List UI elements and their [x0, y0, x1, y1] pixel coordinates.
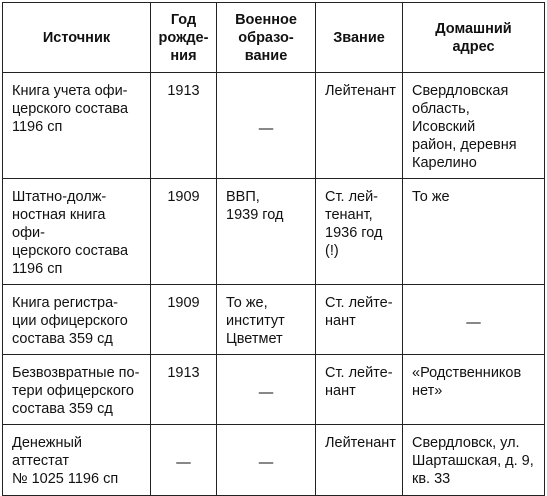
table-row	[3, 355, 545, 425]
cell-birth-year: 1913	[151, 73, 217, 179]
cell-education	[217, 73, 316, 179]
header-rank	[316, 3, 403, 73]
header-source	[3, 3, 151, 73]
cell-education: То же, институт Цветмет	[217, 285, 316, 355]
empty-dash: —	[258, 120, 274, 137]
cell-address	[403, 285, 545, 355]
cell-source: Штатно-долж- ностная книга офи- церского состава 1196 сп	[3, 179, 151, 285]
table-row	[3, 73, 545, 179]
table-row	[3, 179, 545, 285]
header-rank-label: Звание	[333, 29, 385, 46]
cell-source: Книга регистра- ции офицерского состава 359 сд	[3, 285, 151, 355]
cell-address: Свердловская область, Исовский район, деревня Карелино	[403, 73, 545, 179]
cell-address: «Родственников нет»	[403, 355, 545, 425]
cell-source: Безвозвратные по- тери офицерского состава 359 сд	[3, 355, 151, 425]
cell-source: Денежный аттестат № 1025 1196 сп	[3, 425, 151, 496]
cell-birth-year	[151, 425, 217, 496]
header-military-education	[217, 3, 316, 73]
empty-dash: —	[466, 314, 481, 331]
cell-address: То же	[403, 179, 545, 285]
cell-address: Свердловск, ул. Шарташская, д. 9, кв. 33	[403, 425, 545, 496]
table-row	[3, 285, 545, 355]
officer-records-table	[2, 2, 545, 496]
cell-rank: Лейтенант	[316, 425, 403, 496]
header-birth-year-label: Год рожде- ния	[158, 11, 209, 64]
cell-rank: Ст. лейте- нант	[316, 355, 403, 425]
header-military-education-label: Военное образо- вание	[235, 11, 297, 64]
cell-education	[217, 425, 316, 496]
header-source-label: Источник	[42, 29, 111, 46]
cell-birth-year: 1913	[151, 355, 217, 425]
header-home-address	[403, 3, 545, 73]
cell-education: ВВП, 1939 год	[217, 179, 316, 285]
cell-rank: Ст. лей- тенант, 1936 год (!)	[316, 179, 403, 285]
table-header-row	[3, 3, 545, 73]
cell-birth-year: 1909	[151, 179, 217, 285]
cell-education	[217, 355, 316, 425]
cell-rank: Лейтенант	[316, 73, 403, 179]
empty-dash: —	[176, 455, 191, 471]
cell-rank: Ст. лейте- нант	[316, 285, 403, 355]
header-birth-year	[151, 3, 217, 73]
empty-dash: —	[258, 384, 274, 401]
cell-birth-year: 1909	[151, 285, 217, 355]
cell-source: Книга учета офи- церского состава 1196 сп	[3, 73, 151, 179]
empty-dash: —	[258, 455, 274, 471]
table-row	[3, 425, 545, 496]
header-home-address-label: Домашний адрес	[435, 20, 512, 55]
